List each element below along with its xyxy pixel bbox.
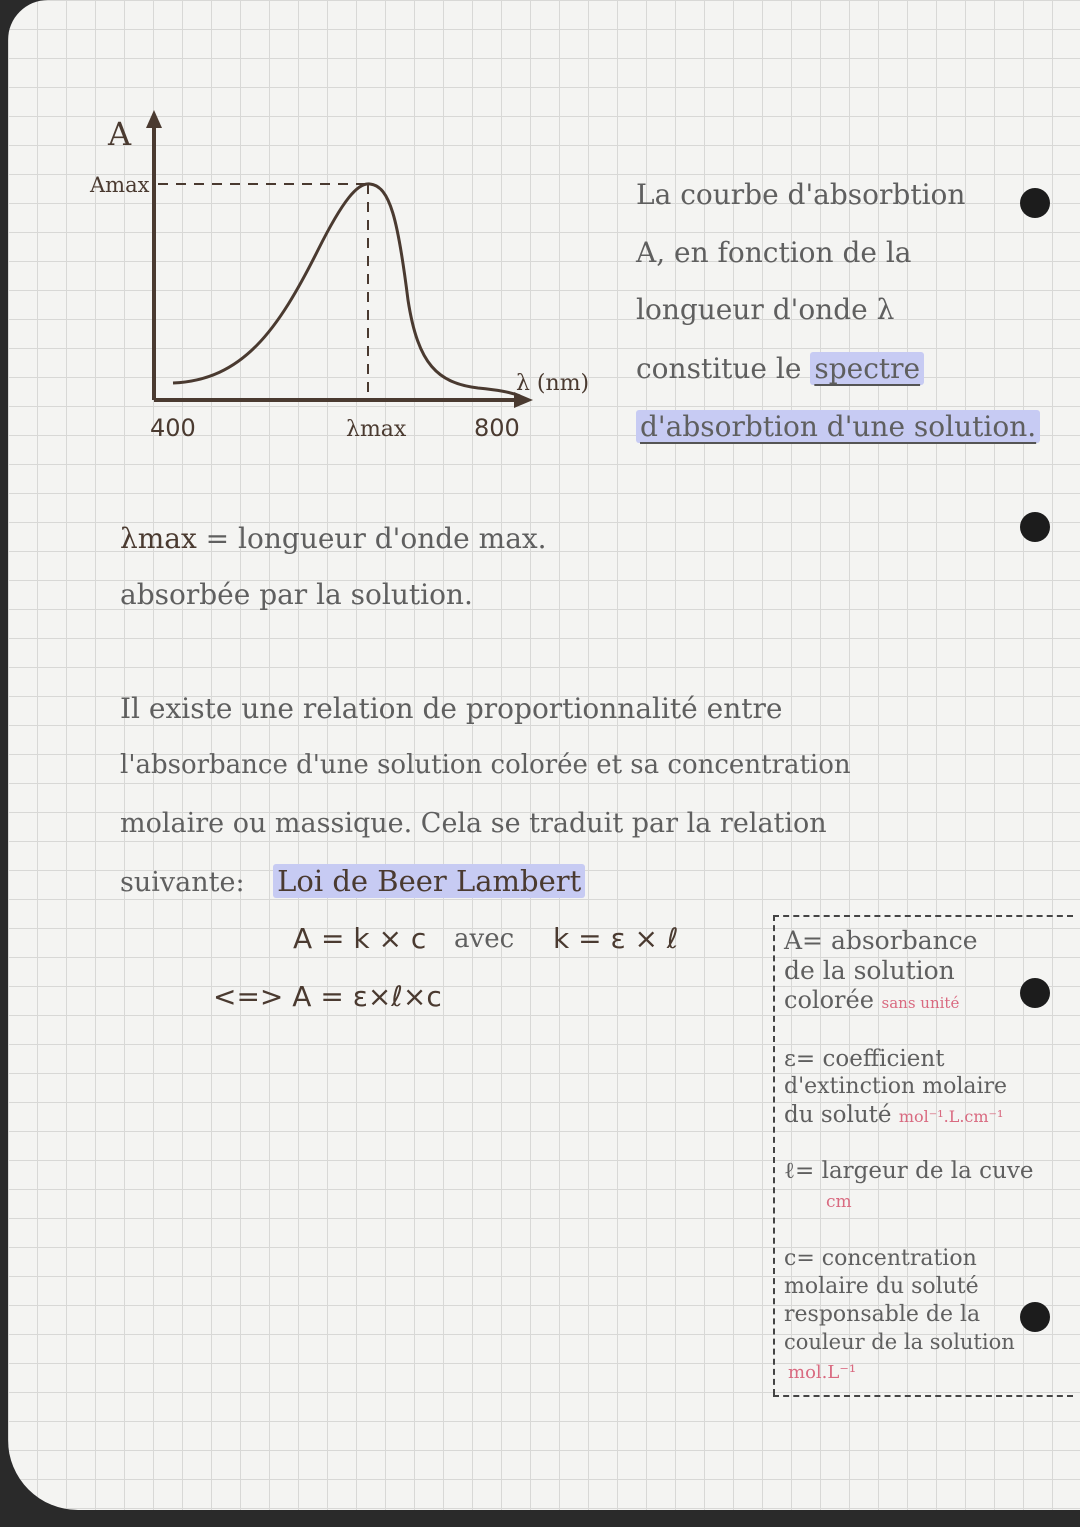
binder-hole	[1020, 188, 1050, 218]
unit-text: sans unité	[881, 994, 960, 1012]
absorption-curve-sketch	[78, 100, 638, 460]
def-text: colorée	[784, 986, 882, 1014]
highlight-spectre: spectre	[810, 352, 924, 385]
note-line: La courbe d'absorbtion	[636, 178, 966, 211]
lambda-max-symbol: λmax	[120, 522, 197, 555]
note-line	[636, 410, 1040, 443]
paragraph-line	[120, 864, 585, 898]
def-absorbance: A= absorbance	[784, 926, 978, 955]
notebook-page	[8, 0, 1080, 1510]
def-absorbance: de la solution	[784, 956, 955, 985]
binder-hole	[1020, 978, 1050, 1008]
def-text: du soluté	[784, 1102, 899, 1128]
def-concentration: couleur de la solution	[784, 1330, 1015, 1354]
def-width: ℓ= largeur de la cuve	[784, 1158, 1034, 1184]
paragraph-text: suivante:	[120, 867, 254, 898]
binder-hole	[1020, 512, 1050, 542]
def-absorbance	[784, 986, 959, 1014]
x-start-label: 400	[150, 414, 196, 442]
def-epsilon: d'extinction molaire	[784, 1074, 1008, 1099]
binder-hole	[1020, 1302, 1050, 1332]
definition-text: = longueur d'onde max.	[196, 522, 547, 555]
definitions-box-border	[773, 915, 775, 1395]
note-line	[636, 352, 924, 385]
definitions-box-border	[773, 1395, 1073, 1397]
note-text: constitue le	[636, 352, 811, 385]
formula-beer-lambert: <=> A = ε×ℓ×c	[213, 980, 442, 1013]
paragraph-line: l'absorbance d'une solution colorée et sa concentration	[120, 750, 851, 780]
unit-text: mol.L⁻¹	[788, 1362, 857, 1383]
y-axis-label: A	[108, 115, 132, 153]
x-end-label: 800	[474, 414, 520, 442]
def-concentration: responsable de la	[784, 1302, 981, 1327]
unit-text: mol⁻¹.L.cm⁻¹	[898, 1107, 1004, 1126]
definition-line: absorbée par la solution.	[120, 578, 473, 611]
formula-a-kc: A = k × c	[293, 922, 427, 955]
unit-text: cm	[826, 1192, 852, 1212]
def-epsilon: ε= coefficient	[784, 1046, 945, 1072]
formula-k: k = ε × ℓ	[553, 922, 679, 955]
lambda-max-definition	[120, 522, 547, 555]
paragraph-line: Il existe une relation de proportionnalité entre	[120, 692, 783, 725]
def-concentration: molaire du soluté	[784, 1274, 979, 1299]
lambda-max-label: λmax	[346, 417, 407, 442]
law-title-highlight: Loi de Beer Lambert	[273, 864, 585, 898]
x-axis-label: λ (nm)	[516, 371, 590, 396]
def-epsilon	[784, 1102, 1003, 1128]
formula-avec: avec	[454, 924, 515, 954]
paragraph-line: molaire ou massique. Cela se traduit par la relation	[120, 808, 827, 839]
note-line: longueur d'onde λ	[636, 293, 895, 326]
definitions-box-border	[773, 915, 1073, 917]
amax-label: Amax	[90, 173, 150, 197]
note-line: A, en fonction de la	[636, 236, 912, 269]
highlight-absorption-spectrum: d'absorbtion d'une solution.	[636, 410, 1040, 443]
def-concentration: c= concentration	[784, 1246, 977, 1271]
